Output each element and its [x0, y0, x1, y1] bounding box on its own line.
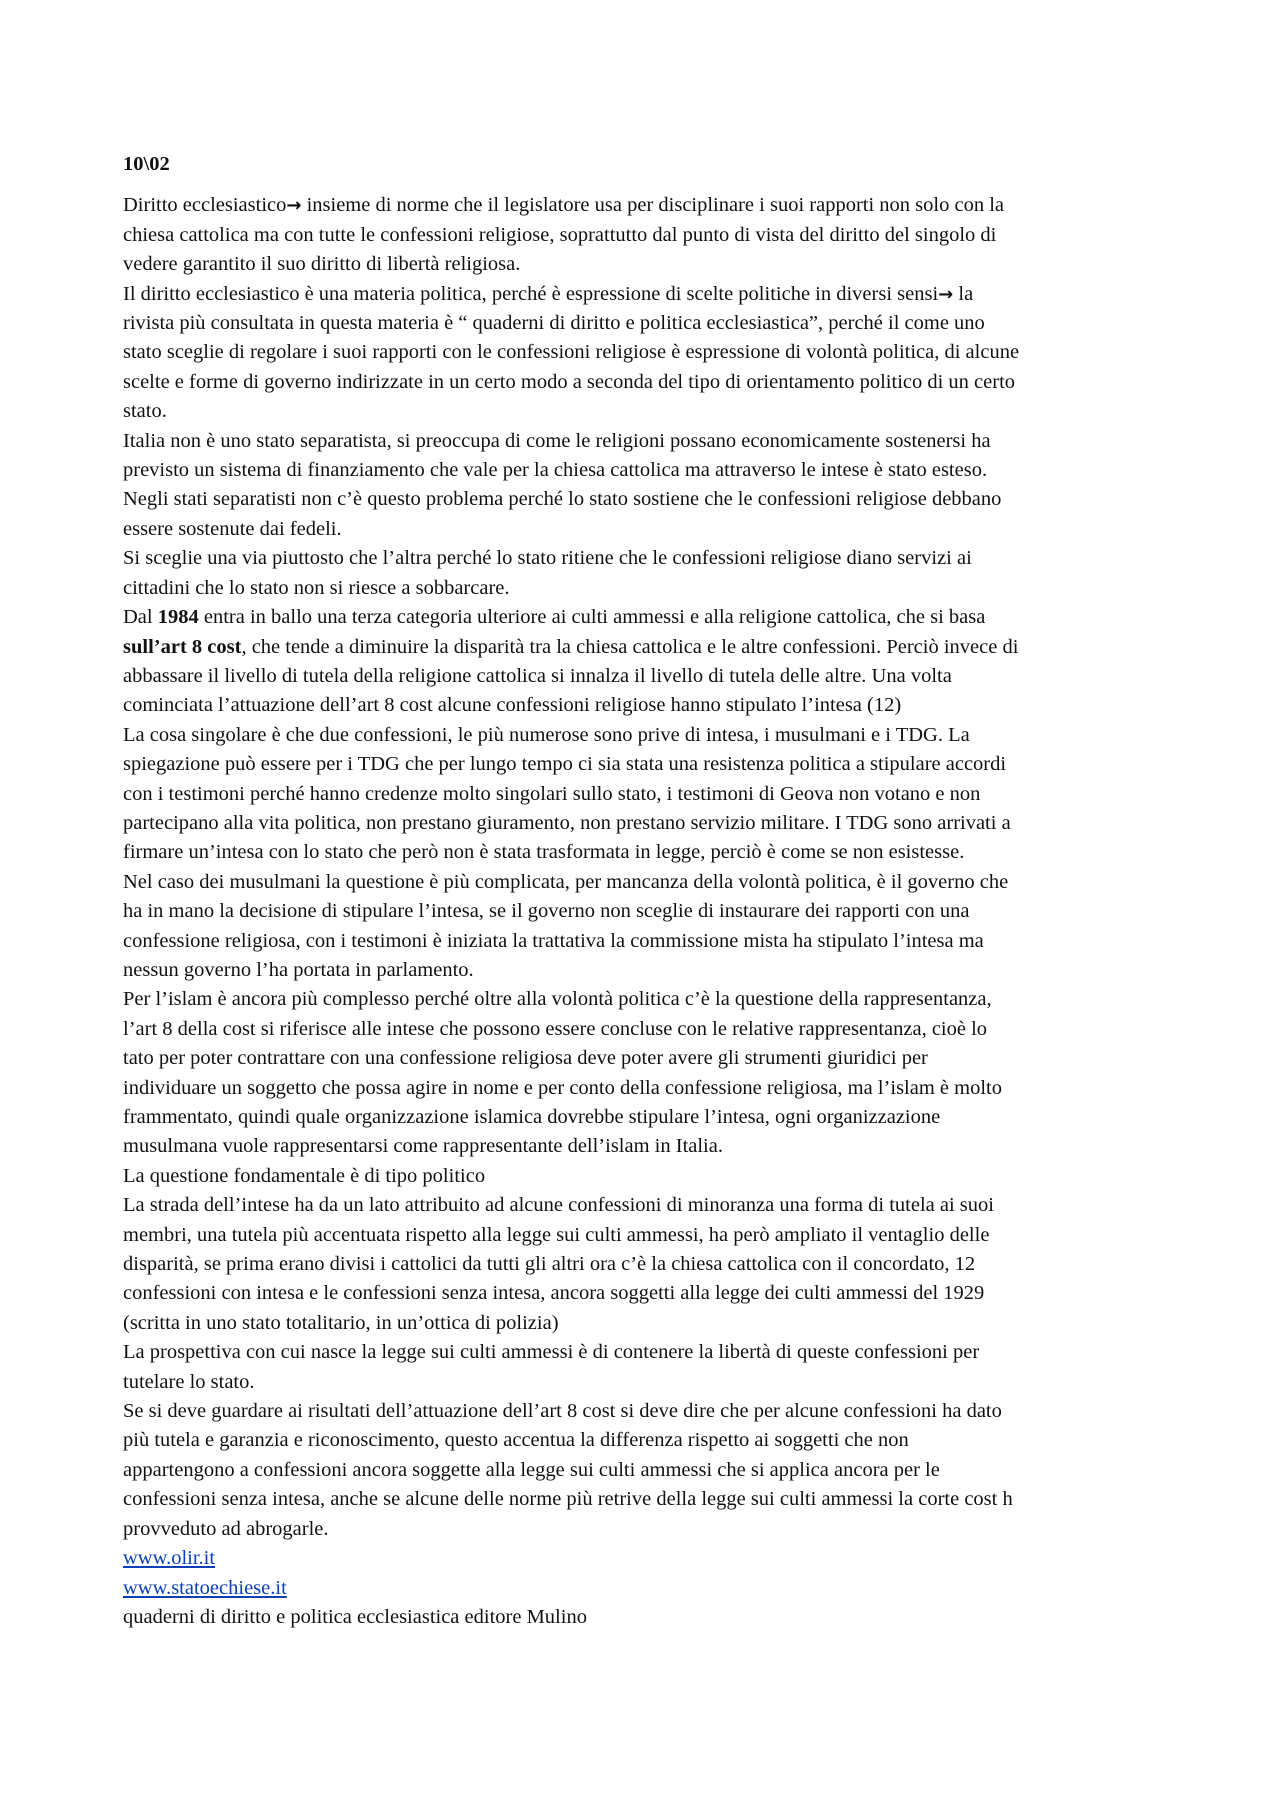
- text-span: partecipano alla vita politica, non prestano giuramento, non prestano servizio militare. I TDG sono arrivati a: [123, 811, 1011, 834]
- text-span: , che tende a diminuire la disparità tra la chiesa cattolica e le altre confessioni. Perciò invece di: [241, 635, 1019, 658]
- text-span: individuare un soggetto che possa agire in nome e per conto della confessione religiosa, ma l’islam è molto: [123, 1076, 1002, 1099]
- text-line: [123, 1515, 1173, 1544]
- text-span: entra in ballo una terza categoria ulteriore ai culti ammessi e alla religione cattolica, che si basa: [198, 606, 986, 629]
- text-span: confessioni con intesa e le confessioni senza intesa, ancora soggetti alla legge dei culti ammessi del 1929: [123, 1282, 985, 1305]
- text-line: [123, 1221, 1173, 1250]
- text-line: [123, 1338, 1173, 1367]
- text-span: (scritta in uno stato totalitario, in un’ottica di polizia): [123, 1311, 559, 1334]
- text-line: [123, 750, 1173, 779]
- text-span: previsto un sistema di finanziamento che vale per la chiesa cattolica ma attraverso le intese è stato esteso.: [123, 459, 988, 482]
- text-line: [123, 838, 1173, 867]
- text-span: Si sceglie una via piuttosto che l’altra perché lo stato ritiene che le confessioni religiose diano servizi ai: [123, 547, 972, 570]
- text-span: stato.: [123, 400, 167, 423]
- text-span: La questione fondamentale è di tipo politico: [123, 1164, 486, 1187]
- text-line: [123, 927, 1173, 956]
- text-span: confessioni senza intesa, anche se alcune delle norme più retrive della legge sui culti ammessi la corte cost h: [123, 1488, 1013, 1511]
- text-span: La cosa singolare è che due confessioni, le più numerose sono prive di intesa, i musulmani e i TDG. La: [123, 723, 970, 746]
- text-line: [123, 544, 1173, 573]
- text-line: [123, 603, 1173, 632]
- text-span: membri, una tutela più accentuata rispetto alla legge sui culti ammessi, ha però ampliato il ventaglio delle: [123, 1223, 990, 1246]
- text-span: spiegazione può essere per i TDG che per lungo tempo ci sia stata una resistenza politica a stipulare accordi: [123, 753, 1007, 776]
- text-line: [123, 1485, 1173, 1514]
- text-line: [123, 515, 1173, 544]
- text-span: Il diritto ecclesiastico è una materia politica, perché è espressione di scelte politiche in diversi sensi: [123, 282, 939, 305]
- document-page: [123, 150, 1173, 1632]
- text-span: rivista più consultata in questa materia è “ quaderni di diritto e politica ecclesiastica”, perché il come uno: [123, 312, 985, 335]
- text-line: [123, 427, 1173, 456]
- text-span: scelte e forme di governo indirizzate in un certo modo a seconda del tipo di orientamento politico di un certo: [123, 370, 1016, 393]
- text-line: [123, 574, 1173, 603]
- text-span: più tutela e garanzia e riconoscimento, questo accentua la differenza rispetto ai soggetti che non: [123, 1429, 909, 1452]
- text-span: confessione religiosa, con i testimoni è iniziata la trattativa la commissione mista ha stipulato l’intesa ma: [123, 929, 984, 952]
- text-line: [123, 985, 1173, 1014]
- text-span: musulmana vuole rappresentarsi come rappresentante dell’islam in Italia.: [123, 1135, 723, 1158]
- arrow-right-icon: →: [286, 195, 302, 217]
- text-span: La strada dell’intese ha da un lato attribuito ad alcune confessioni di minoranza una forma di tutela ai suoi: [123, 1194, 994, 1217]
- text-line: [123, 868, 1173, 897]
- bold-text: sull’art 8 cost: [123, 635, 242, 658]
- text-line: [123, 633, 1173, 662]
- text-line: [123, 897, 1173, 926]
- text-span: provveduto ad abrogarle.: [123, 1517, 329, 1540]
- text-line: [123, 485, 1173, 514]
- web-link[interactable]: www.statoechiese.it: [123, 1576, 287, 1599]
- text-span: chiesa cattolica ma con tutte le confessioni religiose, soprattutto dal punto di vista del diritto del singolo di: [123, 223, 997, 246]
- text-span: vedere garantito il suo diritto di libertà religiosa.: [123, 253, 521, 276]
- text-span: cominciata l’attuazione dell’art 8 cost alcune confessioni religiose hanno stipulato l’intesa (12): [123, 694, 902, 717]
- text-span: la: [953, 282, 974, 305]
- text-line: [123, 1162, 1173, 1191]
- text-line: [123, 1015, 1173, 1044]
- link-line: [123, 1544, 1173, 1573]
- text-line: [123, 1074, 1173, 1103]
- text-span: La prospettiva con cui nasce la legge sui culti ammessi è di contenere la libertà di queste confessioni per: [123, 1341, 980, 1364]
- text-span: nessun governo l’ha portata in parlamento.: [123, 958, 474, 981]
- text-span: Se si deve guardare ai risultati dell’attuazione dell’art 8 cost si deve dire che per alcune confessioni ha dato: [123, 1400, 1002, 1423]
- text-span: l’art 8 della cost si riferisce alle intese che possono essere concluse con le relative rappresentanza, cioè lo: [123, 1017, 988, 1040]
- text-span: Dal: [123, 606, 158, 629]
- text-span: firmare un’intesa con lo stato che però non è stata trasformata in legge, perciò è come se non esistesse.: [123, 841, 965, 864]
- text-line: [123, 250, 1173, 279]
- text-line: [123, 368, 1173, 397]
- link-line: [123, 1574, 1173, 1603]
- text-line: [123, 456, 1173, 485]
- text-span: ha in mano la decisione di stipulare l’intesa, se il governo non sceglie di instaurare dei rapporti con una: [123, 900, 970, 923]
- arrow-right-icon: →: [938, 283, 954, 305]
- text-line: [123, 1309, 1173, 1338]
- web-link[interactable]: www.olir.it: [123, 1547, 216, 1570]
- text-line: [123, 1132, 1173, 1161]
- text-span: frammentato, quindi quale organizzazione islamica dovrebbe stipulare l’intesa, ogni organizzazione: [123, 1106, 941, 1128]
- text-line: [123, 191, 1173, 220]
- text-line: [123, 780, 1173, 809]
- text-span: Per l’islam è ancora più complesso perché oltre alla volontà politica c’è la questione della rappresentanza,: [123, 988, 992, 1011]
- text-span: tutelare lo stato.: [123, 1370, 255, 1393]
- text-line: [123, 1044, 1173, 1073]
- text-span: Negli stati separatisti non c’è questo problema perché lo stato sostiene che le confessioni religiose debbano: [123, 488, 1002, 511]
- text-span: Diritto ecclesiastico: [123, 194, 287, 217]
- text-span: abbassare il livello di tutela della religione cattolica si innalza il livello di tutela delle altre. Una volta: [123, 664, 952, 687]
- text-line: [123, 309, 1173, 338]
- text-line: [123, 721, 1173, 750]
- date-heading: 10\02: [123, 153, 170, 175]
- text-span: Italia non è uno stato separatista, si preoccupa di come le religioni possano economicamente sostenersi ha: [123, 429, 991, 452]
- text-line: [123, 1279, 1173, 1308]
- text-span: con i testimoni perché hanno credenze molto singolari sullo stato, i testimoni di Geova non votano e non: [123, 782, 981, 805]
- text-line: [123, 1191, 1173, 1220]
- text-line: [123, 691, 1173, 720]
- text-line: [123, 221, 1173, 250]
- text-span: tato per poter contrattare con una confessione religiosa deve poter avere gli strumenti giuridici per: [123, 1047, 928, 1070]
- text-span: Nel caso dei musulmani la questione è più complicata, per mancanza della volontà politica, è il governo che: [123, 870, 1009, 893]
- text-span: stato sceglie di regolare i suoi rapporti con le confessioni religiose è espressione di volontà politica, di alcune: [123, 341, 1020, 364]
- text-line: [123, 956, 1173, 985]
- text-line: [123, 280, 1173, 309]
- text-line: [123, 809, 1173, 838]
- text-line: [123, 1103, 1173, 1132]
- text-line: [123, 1368, 1173, 1397]
- links-list: [123, 1544, 1173, 1603]
- bold-text: 1984: [157, 606, 199, 629]
- text-line: [123, 1456, 1173, 1485]
- text-line: [123, 397, 1173, 426]
- text-span: cittadini che lo stato non si riesce a sobbarcare.: [123, 576, 510, 599]
- text-line: [123, 662, 1173, 691]
- document-body: [123, 191, 1173, 1544]
- text-line: [123, 1250, 1173, 1279]
- text-span: appartengono a confessioni ancora soggette alla legge sui culti ammessi che si applica ancora per le: [123, 1458, 940, 1481]
- text-span: disparità, se prima erano divisi i cattolici da tutti gli altri ora c’è la chiesa cattolica con il concordato, 12: [123, 1253, 976, 1276]
- text-span: insieme di norme che il legislatore usa per disciplinare i suoi rapporti non solo con la: [301, 194, 1004, 217]
- text-line: [123, 1397, 1173, 1426]
- text-line: [123, 1426, 1173, 1455]
- text-line: [123, 338, 1173, 367]
- closing-line: quaderni di diritto e politica ecclesiastica editore Mulino: [123, 1605, 587, 1628]
- text-span: essere sostenute dai fedeli.: [123, 517, 342, 540]
